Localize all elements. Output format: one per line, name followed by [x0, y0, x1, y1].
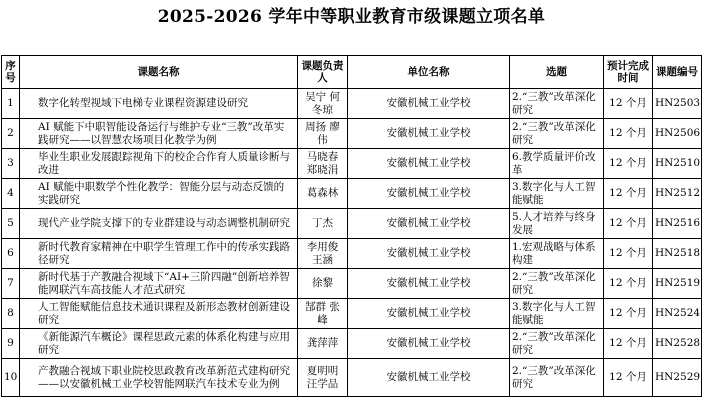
table-row — [2, 269, 702, 299]
cell-topic: 1.宏观战略与体系构建 — [510, 239, 604, 269]
header-code: 课题编号 — [653, 56, 702, 89]
cell-index: 7 — [2, 269, 20, 299]
cell-unit: 安徽机械工业学校 — [348, 119, 510, 149]
header-index: 序号 — [2, 56, 20, 89]
table-row — [2, 359, 702, 397]
cell-project: AI 赋能下中职智能设备运行与维护专业“三教”改革实践研究——以智慧农场项目化教学为例 — [20, 119, 298, 149]
cell-duration: 12 个月 — [604, 149, 653, 179]
cell-project: AI 赋能中职数学个性化教学：智能分层与动态反馈的实践研究 — [20, 179, 298, 209]
cell-unit: 安徽机械工业学校 — [348, 269, 510, 299]
cell-leader: 马晓春 郑晓涓 — [298, 149, 348, 179]
cell-topic: 3.数字化与人工智能赋能 — [510, 299, 604, 329]
cell-project: 现代产业学院支撑下的专业群建设与动态调整机制研究 — [20, 209, 298, 239]
cell-unit: 安徽机械工业学校 — [348, 179, 510, 209]
cell-code: HN2528 — [653, 329, 702, 359]
cell-duration: 12 个月 — [604, 269, 653, 299]
cell-index: 3 — [2, 149, 20, 179]
cell-duration: 12 个月 — [604, 209, 653, 239]
table-row — [2, 149, 702, 179]
cell-leader: 龚萍萍 — [298, 329, 348, 359]
cell-project: 毕业生职业发展跟踪视角下的校企合作育人质量诊断与改进 — [20, 149, 298, 179]
table-row — [2, 89, 702, 119]
cell-duration: 12 个月 — [604, 329, 653, 359]
cell-unit: 安徽机械工业学校 — [348, 209, 510, 239]
cell-unit: 安徽机械工业学校 — [348, 239, 510, 269]
cell-index: 5 — [2, 209, 20, 239]
cell-index: 10 — [2, 359, 20, 397]
cell-project: 《新能源汽车概论》课程思政元素的体系化构建与应用研究 — [20, 329, 298, 359]
cell-index: 9 — [2, 329, 20, 359]
cell-index: 6 — [2, 239, 20, 269]
table-row — [2, 119, 702, 149]
header-unit: 单位名称 — [348, 56, 510, 89]
header-leader: 课题负责人 — [298, 56, 348, 89]
table-row — [2, 329, 702, 359]
cell-topic: 2.“三教”改革深化研究 — [510, 269, 604, 299]
table-row — [2, 299, 702, 329]
cell-code: HN2518 — [653, 239, 702, 269]
cell-topic: 6.教学质量评价改革 — [510, 149, 604, 179]
cell-unit: 安徽机械工业学校 — [348, 329, 510, 359]
cell-leader: 周扬 廖伟 — [298, 119, 348, 149]
cell-unit: 安徽机械工业学校 — [348, 149, 510, 179]
cell-duration: 12 个月 — [604, 89, 653, 119]
cell-unit: 安徽机械工业学校 — [348, 299, 510, 329]
cell-project: 人工智能赋能信息技术通识课程及新形态教材创新建设研究 — [20, 299, 298, 329]
cell-project: 产教融合视域下职业院校思政教育改革新范式建构研究——以安徽机械工业学校智能网联汽车技术专业为例 — [20, 359, 298, 397]
cell-code: HN2512 — [653, 179, 702, 209]
page-title: 2025-2026 学年中等职业教育市级课题立项名单 — [157, 7, 546, 27]
table-row — [2, 209, 702, 239]
cell-leader: 徐黎 — [298, 269, 348, 299]
cell-duration: 12 个月 — [604, 359, 653, 397]
table-row — [2, 239, 702, 269]
cell-duration: 12 个月 — [604, 179, 653, 209]
cell-code: HN2506 — [653, 119, 702, 149]
table-row — [2, 179, 702, 209]
cell-code: HN2529 — [653, 359, 702, 397]
cell-code: HN2524 — [653, 299, 702, 329]
cell-topic: 2.“三教”改革深化研究 — [510, 89, 604, 119]
cell-index: 8 — [2, 299, 20, 329]
table-header-row — [2, 56, 702, 89]
header-duration: 预计完成时间 — [604, 56, 653, 89]
cell-topic: 2.“三教”改革深化研究 — [510, 329, 604, 359]
cell-duration: 12 个月 — [604, 299, 653, 329]
cell-leader: 郜群 张峰 — [298, 299, 348, 329]
cell-leader: 葛森林 — [298, 179, 348, 209]
cell-topic: 2.“三教”改革深化研究 — [510, 359, 604, 397]
cell-leader: 夏明明 汪学品 — [298, 359, 348, 397]
header-topic: 选题 — [510, 56, 604, 89]
cell-code: HN2516 — [653, 209, 702, 239]
cell-unit: 安徽机械工业学校 — [348, 89, 510, 119]
cell-code: HN2519 — [653, 269, 702, 299]
cell-code: HN2503 — [653, 89, 702, 119]
cell-index: 4 — [2, 179, 20, 209]
cell-index: 1 — [2, 89, 20, 119]
cell-project: 新时代教育家精神在中职学生管理工作中的传承实践路径研究 — [20, 239, 298, 269]
cell-duration: 12 个月 — [604, 119, 653, 149]
cell-code: HN2510 — [653, 149, 702, 179]
cell-leader: 吴宁 何冬琼 — [298, 89, 348, 119]
cell-topic: 2.“三教”改革深化研究 — [510, 119, 604, 149]
cell-topic: 3.数字化与人工智能赋能 — [510, 179, 604, 209]
header-project: 课题名称 — [20, 56, 298, 89]
cell-project: 数字化转型视域下电梯专业课程资源建设研究 — [20, 89, 298, 119]
cell-project: 新时代基于产教融合视域下“AI+三阶四融”创新培养智能网联汽车高技能人才范式研究 — [20, 269, 298, 299]
cell-unit: 安徽机械工业学校 — [348, 359, 510, 397]
cell-leader: 李用俊 王涵 — [298, 239, 348, 269]
cell-topic: 5.人才培养与终身发展 — [510, 209, 604, 239]
cell-leader: 丁杰 — [298, 209, 348, 239]
project-table — [1, 55, 702, 397]
cell-index: 2 — [2, 119, 20, 149]
cell-duration: 12 个月 — [604, 239, 653, 269]
